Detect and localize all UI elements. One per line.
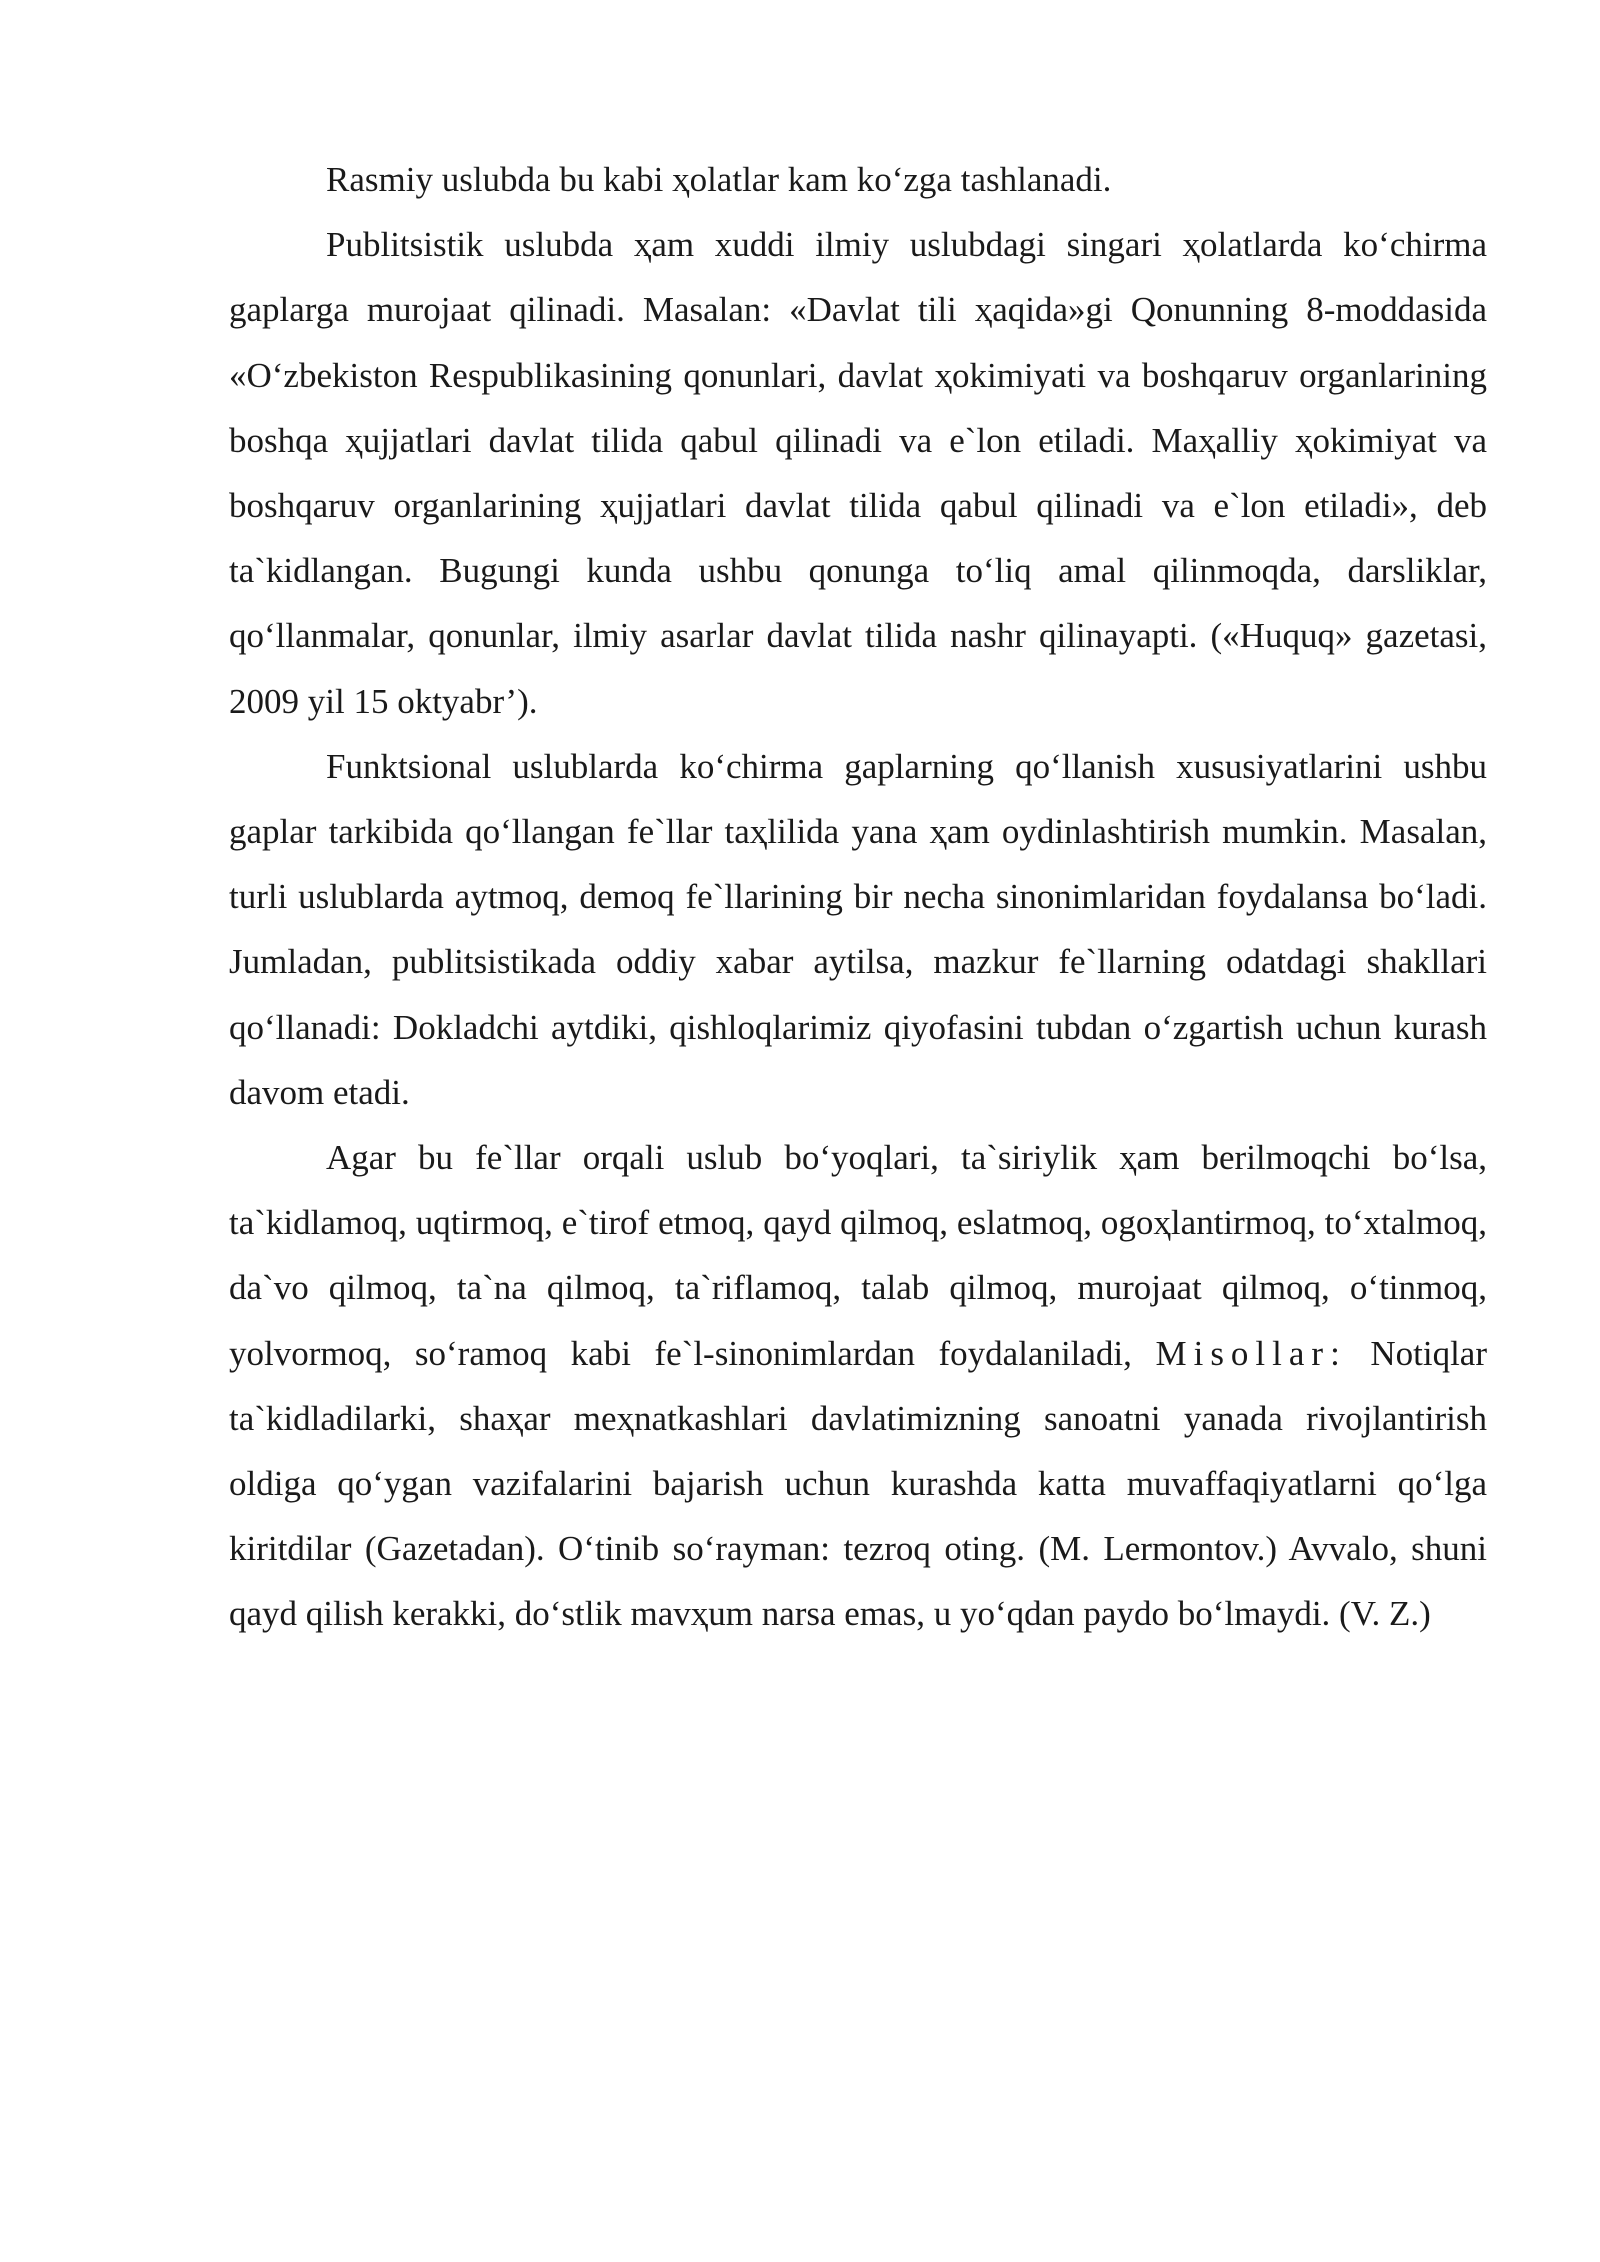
paragraph-2: Publitsistik uslubda ҳam xuddi ilmiy uslubdagi singari ҳolatlarda koʻchirma gaplarga murojaat qilinadi. Masalan: «Davlat tili ҳaqida»gi Qonunning 8-moddasida «Oʻzbekiston Respublikasining qonunlari, davlat ҳokimiyati va boshqaruv organlarining boshqa ҳujjatlari davlat tilida qabul qilinadi va e`lon etiladi. Maҳalliy ҳokimiyat va boshqaruv organlarining ҳujjatlari davlat tilida qabul qilinadi va e`lon etiladi», deb ta`kidlangan. Bugungi kunda ushbu qonunga toʻliq amal qilinmoqda, darsliklar, qoʻllanmalar, qonunlar, ilmiy asarlar davlat tilida nashr qilinayapti. («Huquq» gazetasi, 2009 yil 15 oktyabr’). [229, 225, 1487, 721]
paragraph-4 [229, 1125, 1487, 1647]
paragraph-4-text-after: Notiqlar ta`kidladilarki, shaҳar meҳnatkashlari davlatimizning sanoatni yanada rivojlantirish oldiga qoʻygan vazifalarini bajarish uchun kurashda katta muvaffaqiyatlarni qoʻlga kiritdilar (Gazetadan). Oʻtinib soʻrayman: tezroq oting. (M. Lermontov.) Avvalo, shuni qayd qilish kerakki, doʻstlik mavҳum narsa emas, u yoʻqdan paydo boʻlmaydi. (V. Z.) [229, 1333, 1487, 1634]
paragraph-4-text-before: Agar bu fe`llar orqali uslub boʻyoqlari, ta`siriylik ҳam berilmoqchi boʻlsa, ta`kidlamoq, uqtirmoq, e`tirof etmoq, qayd qilmoq, eslatmoq, ogoҳlantirmoq, toʻxtalmoq, da`vo qilmoq, ta`na qilmoq, ta`riflamoq, talab qilmoq, murojaat qilmoq, oʻtinmoq, yolvormoq, soʻramoq kabi fe`l-sinonimlardan foydalaniladi, [229, 1138, 1487, 1373]
examples-label: Misollar: [1155, 1333, 1347, 1373]
document-page [229, 147, 1487, 1647]
paragraph-1: Rasmiy uslubda bu kabi ҳolatlar kam koʻzga tashlanadi. [326, 160, 1112, 199]
paragraph-3: Funktsional uslublarda koʻchirma gaplarning qoʻllanish xususiyatlarini ushbu gaplar tarkibida qoʻllangan fe`llar taҳlilida yana ҳam oydinlashtirish mumkin. Masalan, turli uslublarda aytmoq, demoq fe`llarining bir necha sinonimlaridan foydalansa boʻladi. Jumladan, publitsistikada oddiy xabar aytilsa, mazkur fe`llarning odatdagi shakllari qoʻllanadi: Dokladchi aytdiki, qishloqlarimiz qiyofasini tubdan oʻzgartish uchun kurash davom etadi. [229, 746, 1487, 1112]
